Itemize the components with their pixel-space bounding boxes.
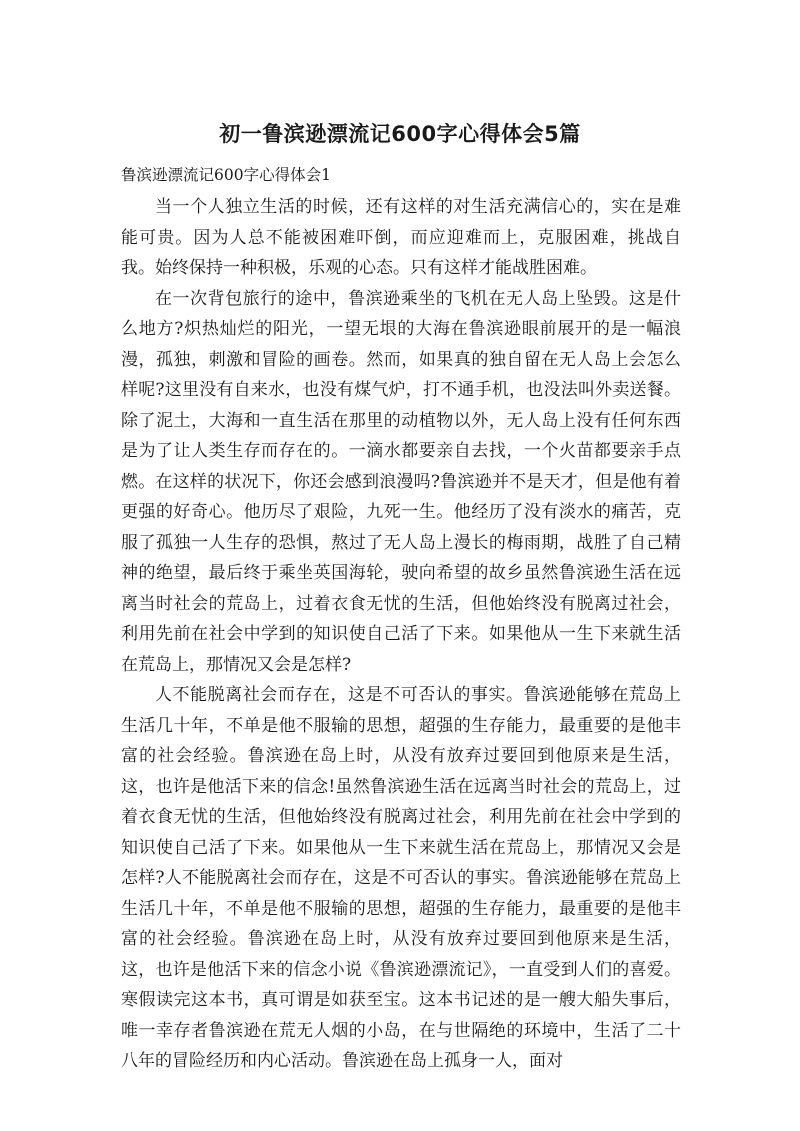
document-body xyxy=(121,160,681,1077)
document-title: 初一鲁滨逊漂流记600字心得体会5篇 xyxy=(219,122,581,146)
paragraph-3: 人不能脱离社会而存在，这是不可否认的事实。鲁滨逊能够在荒岛上生活几十年，不单是他不服输的思想，超强的生存能力，最重要的是他丰富的社会经验。鲁滨逊在岛上时，从没有放弃过要回到他原来是生活，这，也许是他活下来的信念!虽然鲁滨逊生活在远离当时社会的荒岛上，过着衣食无忧的生活，但他始终没有脱离过社会，利用先前在社会中学到的知识使自己活了下来。如果他从一生下来就生活在荒岛上，那情况又会是怎样?人不能脱离社会而存在，这是不可否认的事实。鲁滨逊能够在荒岛上生活几十年，不单是他不服输的思想，超强的生存能力，最重要的是他丰富的社会经验。鲁滨逊在岛上时，从没有放弃过要回到他原来是生活，这，也许是他活下来的信念小说《鲁滨逊漂流记》，一直受到人们的喜爱。寒假读完这本书，真可谓是如获至宝。这本书记述的是一艘大船失事后，唯一幸存者鲁滨逊在荒无人烟的小岛，在与世隔绝的环境中，生活了二十八年的冒险经历和内心活动。鲁滨逊在岛上孤身一人，面对 xyxy=(121,685,681,1071)
section-heading: 鲁滨逊漂流记600字心得体会1 xyxy=(121,166,331,184)
paragraph-1: 当一个人独立生活的时候，还有这样的对生活充满信心的，实在是难能可贵。因为人总不能被困难吓倒，而应迎难而上，克服困难，挑战自我。始终保持一种积极，乐观的心态。只有这样才能战胜困难。 xyxy=(121,197,681,278)
paragraph-2: 在一次背包旅行的途中，鲁滨逊乘坐的飞机在无人岛上坠毁。这是什么地方?炽热灿烂的阳光，一望无垠的大海在鲁滨逊眼前展开的是一幅浪漫，孤独，刺激和冒险的画卷。然而，如果真的独自留在无人岛上会怎么样呢?这里没有自来水，也没有煤气炉，打不通手机，也没法叫外卖送餐。除了泥土，大海和一直生活在那里的动植物以外，无人岛上没有任何东西是为了让人类生存而存在的。一滴水都要亲自去找，一个火苗都要亲手点燃。在这样的状况下，你还会感到浪漫吗?鲁滨逊并不是天才，但是他有着更强的好奇心。他历尽了艰险，九死一生。他经历了没有淡水的痛苦，克服了孤独一人生存的恐惧，熬过了无人岛上漫长的梅雨期，战胜了自己精神的绝望，最后终于乘坐英国海轮，驶向希望的故乡虽然鲁滨逊生活在远离当时社会的荒岛上，过着衣食无忧的生活，但他始终没有脱离过社会，利用先前在社会中学到的知识使自己活了下来。如果他从一生下来就生活在荒岛上，那情况又会是怎样? xyxy=(121,288,681,675)
